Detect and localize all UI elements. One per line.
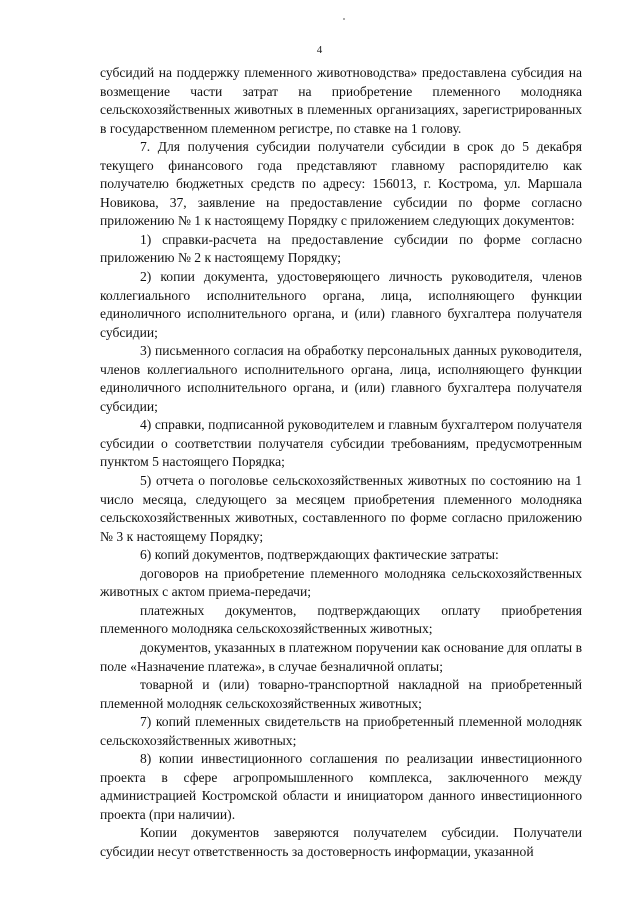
scan-artifact-dot <box>343 18 345 20</box>
list-item-6: 6) копий документов, подтверждающих фактические затраты: <box>140 547 499 563</box>
list-item-4: 4) справки, подписанной руководителем и главным бухгалтером получателя субсидии о соответствии получателя субсидии требованиям, предусмотренным пунктом 5 настоящего Порядка; <box>100 417 582 470</box>
list-item-8: 8) копии инвестиционного соглашения по реализации инвестиционного проекта в сфере агропромышленного комплекса, заключенного между администрацией Костромской области и инициатором данного инвестиционного проекта (при наличии). <box>100 751 582 822</box>
sub-item-waybill: товарной и (или) товарно-транспортной накладной на приобретенный племенной молодняк сельскохозяйственных животных; <box>100 677 582 711</box>
list-item-1: 1) справки-расчета на предоставление субсидии по форме согласно приложению № 2 к настоящему Порядку; <box>100 231 582 266</box>
page-number: 4 <box>316 44 323 56</box>
sub-item-payment-basis-documents: документов, указанных в платежном поручении как основание для оплаты в поле «Назначение платежа», в случае безналичной оплаты; <box>100 639 582 674</box>
document-body <box>100 64 582 862</box>
list-item-7: 7) копий племенных свидетельств на приобретенный племенной молодняк сельскохозяйственных животных; <box>100 714 582 748</box>
list-item-5: 5) отчета о поголовье сельскохозяйственных животных по состоянию на 1 число месяца, следующего за месяцем приобретения племенного молодняка сельскохозяйственных животных, составленного по форме согласно приложению № 3 к настоящему Порядку; <box>100 473 582 544</box>
paragraph-copies-certification: Копии документов заверяются получателем субсидии. Получатели субсидии несут ответственность за достоверность информации, указанной <box>100 825 582 859</box>
sub-item-contracts: договоров на приобретение племенного молодняка сельскохозяйственных животных с актом приема-передачи; <box>100 565 582 600</box>
list-item-2: 2) копии документа, удостоверяющего личность руководителя, членов коллегиального исполнительного органа, лица, исполняющего функции единоличного исполнительного органа, и (или) главного бухгалтера получателя субсидии; <box>100 269 582 340</box>
paragraph-item-7: 7. Для получения субсидии получатели субсидии в срок до 5 декабря текущего финансового года представляют главному распорядителю как получателю бюджетных средств по адресу: 156013, г. Кострома, ул. Маршала Новикова, 37, заявление на предоставление субсидии по форме согласно приложению № 1 к настоящему Порядку с приложением следующих документов: <box>100 139 582 229</box>
sub-item-payment-documents: платежных документов, подтверждающих оплату приобретения племенного молодняка сельскохозяйственных животных; <box>100 602 582 637</box>
list-item-3: 3) письменного согласия на обработку персональных данных руководителя, членов коллегиального исполнительного органа, лица, исполняющего функции единоличного исполнительного органа, и (или) главного бухгалтера получателя субсидии; <box>100 343 582 414</box>
paragraph-continuation: субсидий на поддержку племенного животноводства» предоставлена субсидия на возмещение части затрат на приобретение племенного молодняка сельскохозяйственных животных в племенных организациях, зарегистрированных в государственном племенном регистре, по ставке на 1 голову. <box>100 65 582 136</box>
